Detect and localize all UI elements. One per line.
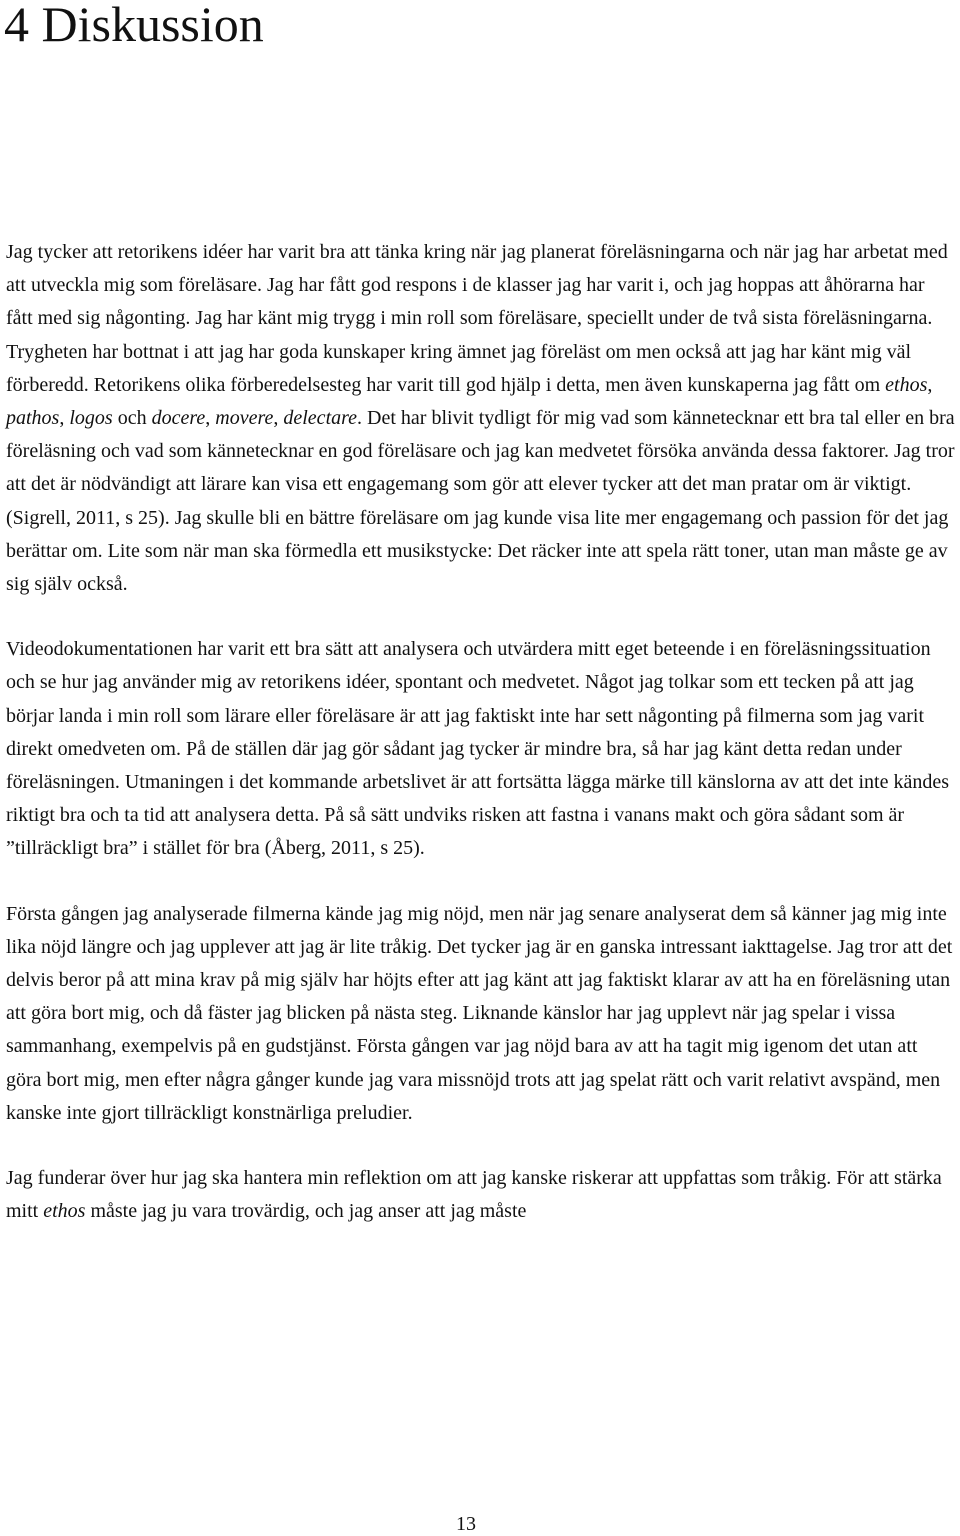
paragraph [6,898,956,1130]
text-run: , [273,407,284,430]
text-run: och [112,407,152,430]
italic-term: pathos [6,407,60,430]
paragraph [6,236,956,601]
page-number: 13 [456,1513,476,1535]
italic-term: docere [151,407,206,430]
italic-term: logos [69,407,113,430]
paragraph [6,633,956,865]
text-run: Jag funderar över hur jag ska hantera min reflektion om att jag kanske riskerar att uppfattas som tråkig. För att stärka mitt [6,1167,942,1223]
italic-term: ethos [43,1200,86,1223]
paragraph [6,1162,956,1228]
text-run: , [205,407,216,430]
text-run: Första gången jag analyserade filmerna kände jag mig nöjd, men när jag senare analyserat dem så känner jag mig inte lika nöjd längre och jag upplever att jag är lite tråkig. Det tycker jag är en ganska intressant iakttagelse. Jag tror att det delvis beror på att mina krav på mig själv har höjts efter att jag känt att jag faktiskt klarar av att ha en föreläsning utan att göra bort mig, och då fäster jag blicken på nästa steg. Liknande känslor har jag upplevt när jag spelar i vissa sammanhang, exempelvis på en gudstjänst. Första gången var jag nöjd bara av att ha tagit mig igenom det utan att göra bort mig, men efter några gånger kunde jag vara missnöjd trots att jag spelat rätt och varit relativt avspänd, men kanske inte gjort tillräckligt konstnärliga preludier. [6,902,953,1124]
text-run: , [927,373,933,396]
italic-term: delectare [283,407,358,430]
section-heading: 4 Diskussion [4,0,264,52]
italic-term: ethos [885,373,928,396]
italic-term: movere [215,407,274,430]
text-run: Jag tycker att retorikens idéer har varit bra att tänka kring när jag planerat föreläsningarna och när jag har arbetat med att utveckla mig som föreläsare. Jag har fått god respons i de klasser jag har varit i, och jag hoppas att åhörarna har fått med sig någonting. Jag har känt mig trygg i min roll som föreläsare, speciellt under de två sista föreläsningarna. Trygheten har bottnat i att jag har goda kunskaper kring ämnet jag föreläst om men också att jag har känt mig väl förberedd. Retorikens olika förberedelsesteg har varit till god hjälp i detta, men även kunskaperna jag fått om [6,241,948,396]
body-text [6,236,956,1260]
text-run: måste jag ju vara trovärdig, och jag anser att jag måste [85,1200,527,1223]
text-run: Videodokumentationen har varit ett bra sätt att analysera och utvärdera mitt eget beteende i en föreläsningssituation och se hur jag använder mig av retorikens idéer, spontant och medvetet. Något jag tolkar som ett tecken på att jag börjar landa i min roll som lärare eller föreläsare är att jag faktiskt inte har sett någonting på filmerna som jag varit direkt omedveten om. På de ställen där jag gör sådant jag tycker är mindre bra, så har jag känt detta redan under föreläsningen. Utmaningen i det kommande arbetslivet är att fortsätta lägga märke till känslorna av att det inte kändes riktigt bra och ta tid att analysera detta. På så sätt undviks risken att fastna i vanans makt och göra sådant som är ”tillräckligt bra” i stället för bra (Åberg, 2011, s 25). [6,638,950,860]
text-run: , [59,407,70,430]
text-run: . Det har blivit tydligt för mig vad som kännetecknar ett bra tal eller en bra föreläsning och vad som kännetecknar en god föreläsare och jag kan medvetet försöka använda dessa faktorer. Jag tror att det är nödvändigt att lärare kan visa ett engagemang som gör att elever tycker att det man pratar om är viktigt. (Sigrell, 2011, s 25). Jag skulle bli en bättre föreläsare om jag kunde visa lite mer engagemang och passion för det jag berättar om. Lite som när man ska förmedla ett musikstycke: Det räcker inte att spela rätt toner, utan man måste ge av sig själv också. [6,407,955,596]
